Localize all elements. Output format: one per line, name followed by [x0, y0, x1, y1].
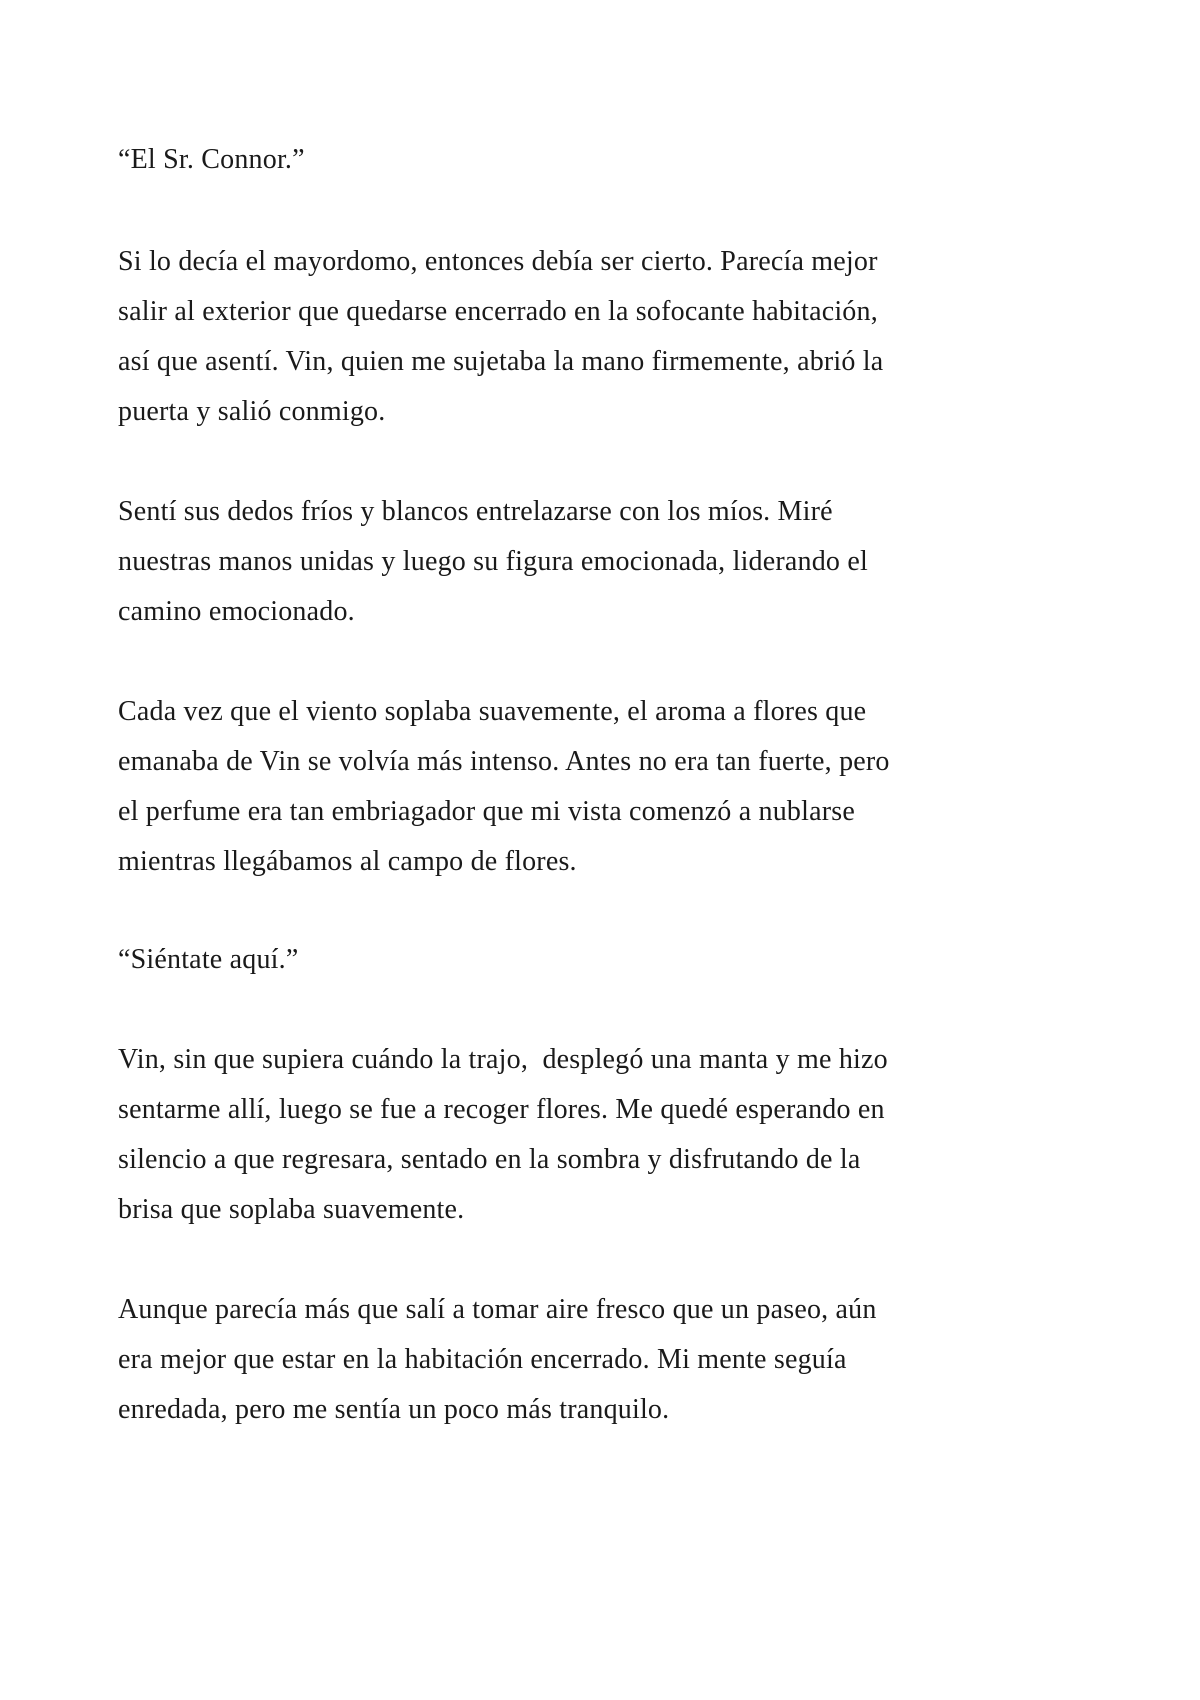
text-line: Vin, sin que supiera cuándo la trajo, desplegó una manta y me hizo: [118, 1044, 888, 1075]
text-line: Si lo decía el mayordomo, entonces debía ser cierto. Parecía mejor: [118, 246, 878, 277]
text-line: camino emocionado.: [118, 596, 355, 627]
text-line: brisa que soplaba suavemente.: [118, 1194, 465, 1225]
text-line: el perfume era tan embriagador que mi vista comenzó a nublarse: [118, 796, 855, 827]
text-line: sentarme allí, luego se fue a recoger flores. Me quedé esperando en: [118, 1094, 885, 1125]
text-line: salir al exterior que quedarse encerrado en la sofocante habitación,: [118, 296, 878, 327]
dialogue-line: “Siéntate aquí.”: [118, 944, 299, 975]
text-line: así que asentí. Vin, quien me sujetaba la mano firmemente, abrió la: [118, 346, 884, 377]
text-line: puerta y salió conmigo.: [118, 396, 386, 427]
text-line: silencio a que regresara, sentado en la sombra y disfrutando de la: [118, 1144, 861, 1175]
dialogue-line: “El Sr. Connor.”: [118, 144, 305, 175]
text-line: nuestras manos unidas y luego su figura emocionada, liderando el: [118, 546, 868, 577]
text-line: Aunque parecía más que salí a tomar aire fresco que un paseo, aún: [118, 1294, 877, 1325]
text-line: emanaba de Vin se volvía más intenso. Antes no era tan fuerte, pero: [118, 746, 890, 777]
text-line: Cada vez que el viento soplaba suavemente, el aroma a flores que: [118, 696, 867, 727]
text-line: era mejor que estar en la habitación encerrado. Mi mente seguía: [118, 1344, 847, 1375]
text-line: enredada, pero me sentía un poco más tranquilo.: [118, 1394, 670, 1425]
text-line: mientras llegábamos al campo de flores.: [118, 846, 577, 877]
text-line: Sentí sus dedos fríos y blancos entrelazarse con los míos. Miré: [118, 496, 833, 527]
